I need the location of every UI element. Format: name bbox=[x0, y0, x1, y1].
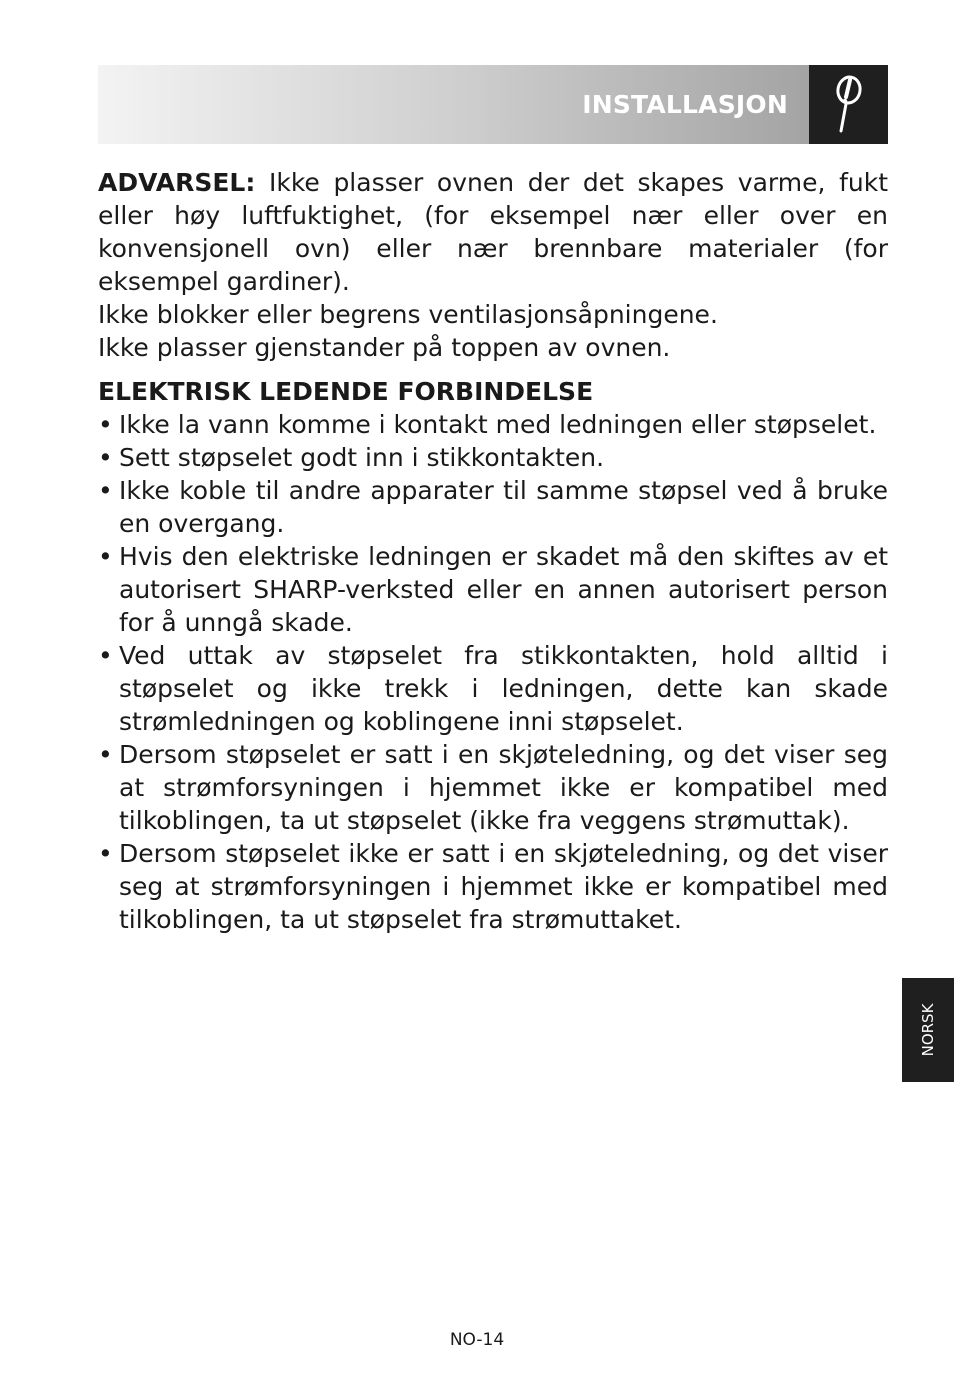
electrical-section-heading: ELEKTRISK LEDENDE FORBINDELSE bbox=[98, 377, 594, 406]
list-item bbox=[98, 540, 888, 639]
section-title: INSTALLASJON bbox=[582, 90, 788, 119]
language-tab bbox=[902, 978, 954, 1082]
ventilation-note: Ikke blokker eller begrens ventilasjonsåpningene. bbox=[98, 300, 718, 329]
bullet-icon: • bbox=[98, 839, 113, 868]
list-item bbox=[98, 441, 888, 474]
list-item bbox=[98, 639, 888, 738]
list-item-text: Dersom støpselet er satt i en skjøteledning, og det viser seg at strømforsyningen i hjemmet ikke er kompatibel med tilkoblingen, ta ut støpselet (ikke fra veggens strømuttak). bbox=[119, 740, 888, 835]
list-item-text: Hvis den elektriske ledningen er skadet må den skiftes av et autorisert SHARP-verksted eller en annen autorisert person for å unngå skade. bbox=[119, 542, 888, 637]
list-item bbox=[98, 738, 888, 837]
main-content bbox=[98, 166, 888, 936]
bullet-icon: • bbox=[98, 740, 113, 769]
list-item-text: Dersom støpselet ikke er satt i en skjøteledning, og det viser seg at strømforsyningen i hjemmet ikke er kompatibel med tilkoblingen, ta ut støpselet fra strømuttaket. bbox=[119, 839, 888, 934]
list-item bbox=[98, 408, 888, 441]
page-number: NO-14 bbox=[449, 1330, 505, 1350]
list-item-text: Sett støpselet godt inn i stikkontakten. bbox=[119, 443, 605, 472]
top-placement-note: Ikke plasser gjenstander på toppen av ovnen. bbox=[98, 333, 671, 362]
warning-text: Ikke plasser ovnen der det skapes varme, fukt eller høy luftfuktighet, (for eksempel nær eller over en konvensjonell ovn) eller nær brennbare materialer (for eksempel gardiner). bbox=[98, 168, 888, 296]
bullet-icon: • bbox=[98, 542, 113, 571]
bullet-icon: • bbox=[98, 476, 113, 505]
list-item-text: Ikke koble til andre apparater til samme støpsel ved å bruke en overgang. bbox=[119, 476, 888, 538]
exclamation-warning-icon bbox=[829, 73, 869, 137]
list-item bbox=[98, 837, 888, 936]
language-tab-label: NORSK bbox=[919, 1003, 937, 1057]
bullet-icon: • bbox=[98, 443, 113, 472]
bullet-icon: • bbox=[98, 410, 113, 439]
warning-label: ADVARSEL: bbox=[98, 168, 256, 197]
section-header bbox=[98, 65, 888, 144]
list-item-text: Ved uttak av støpselet fra stikkontakten, hold alltid i støpselet og ikke trekk i ledningen, dette kan skade strømledningen og koblingene inni støpselet. bbox=[119, 641, 888, 736]
bullet-icon: • bbox=[98, 641, 113, 670]
warning-paragraph bbox=[98, 166, 888, 298]
warning-icon-box bbox=[809, 65, 888, 144]
list-item bbox=[98, 474, 888, 540]
electrical-bullet-list bbox=[98, 408, 888, 936]
list-item-text: Ikke la vann komme i kontakt med ledningen eller støpselet. bbox=[119, 410, 877, 439]
